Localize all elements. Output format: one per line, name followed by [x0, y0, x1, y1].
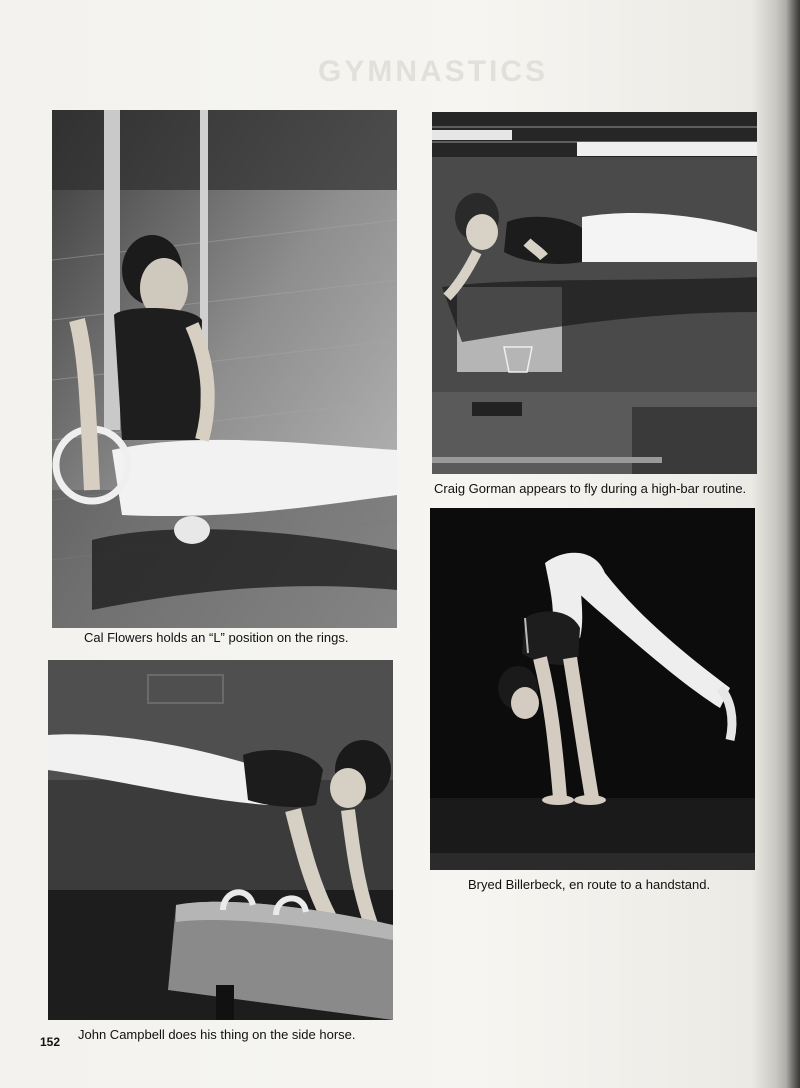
highbar-photo-image	[432, 112, 757, 474]
handstand-photo-image	[430, 508, 755, 870]
photo-handstand	[430, 508, 755, 870]
page-edge-shadow	[786, 0, 800, 1088]
photo-highbar	[432, 112, 757, 474]
page-number: 152	[40, 1035, 61, 1049]
caption-sidehorse: John Campbell does his thing on the side horse.	[78, 1027, 356, 1042]
rings-photo-image	[52, 110, 397, 628]
caption-rings: Cal Flowers holds an “L” position on the rings.	[84, 630, 349, 645]
caption-handstand: Bryed Billerbeck, en route to a handstand.	[468, 877, 711, 892]
faded-page-title: GYMNASTICS	[318, 55, 549, 88]
photo-sidehorse	[48, 660, 393, 1020]
photo-rings	[52, 110, 397, 628]
sidehorse-photo-image	[48, 660, 393, 1020]
caption-highbar: Craig Gorman appears to fly during a high-bar routine.	[434, 481, 747, 496]
